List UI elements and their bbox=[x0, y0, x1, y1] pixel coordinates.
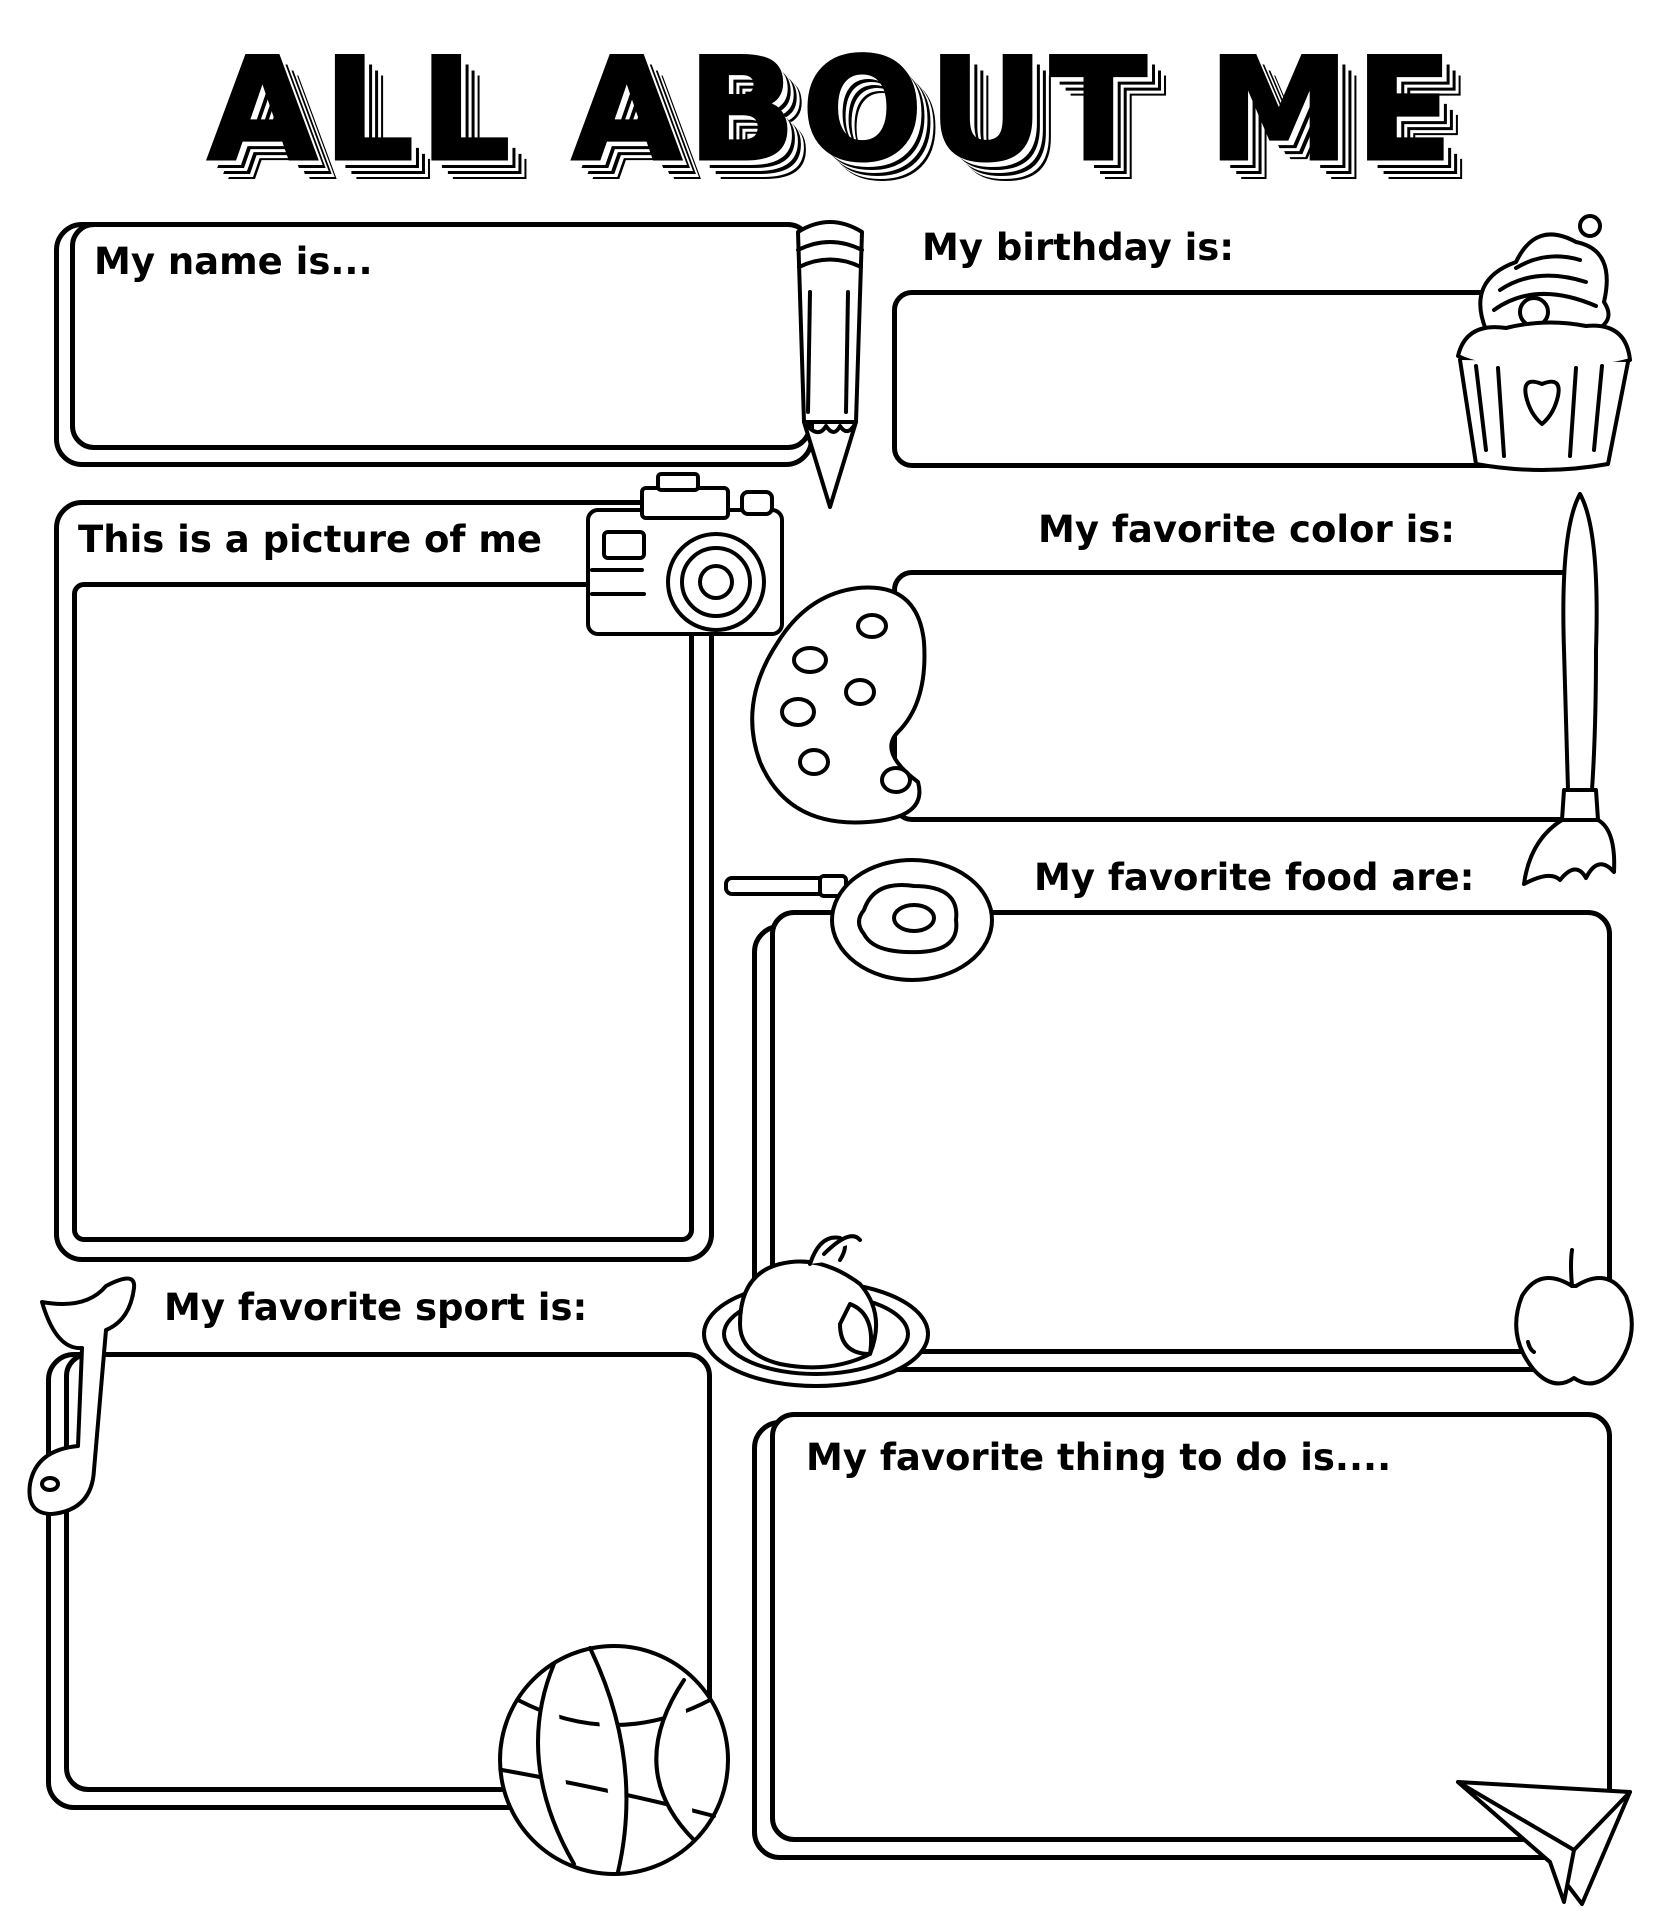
roast-chicken-icon bbox=[700, 1224, 932, 1394]
color-label: My favorite color is: bbox=[1038, 508, 1456, 551]
music-note-icon bbox=[26, 1270, 146, 1520]
picture-label: This is a picture of me bbox=[78, 518, 542, 561]
pencil-icon bbox=[790, 212, 870, 512]
page-title: ALL ABOUT ME bbox=[207, 28, 1459, 193]
basketball-icon bbox=[494, 1640, 734, 1880]
frying-pan-icon bbox=[724, 850, 1000, 986]
thing-label: My favorite thing to do is.... bbox=[806, 1436, 1392, 1479]
birthday-box[interactable] bbox=[892, 290, 1514, 468]
paper-plane-icon bbox=[1454, 1778, 1634, 1908]
palette-icon bbox=[748, 582, 944, 828]
cupcake-icon bbox=[1446, 210, 1638, 476]
color-box[interactable] bbox=[892, 570, 1592, 822]
sport-label: My favorite sport is: bbox=[164, 1286, 588, 1329]
birthday-label: My birthday is: bbox=[922, 226, 1235, 269]
food-label: My favorite food are: bbox=[1034, 856, 1475, 899]
name-label: My name is... bbox=[94, 240, 373, 283]
picture-box[interactable] bbox=[72, 582, 694, 1242]
paintbrush-icon bbox=[1520, 490, 1640, 890]
apple-icon bbox=[1510, 1246, 1640, 1392]
